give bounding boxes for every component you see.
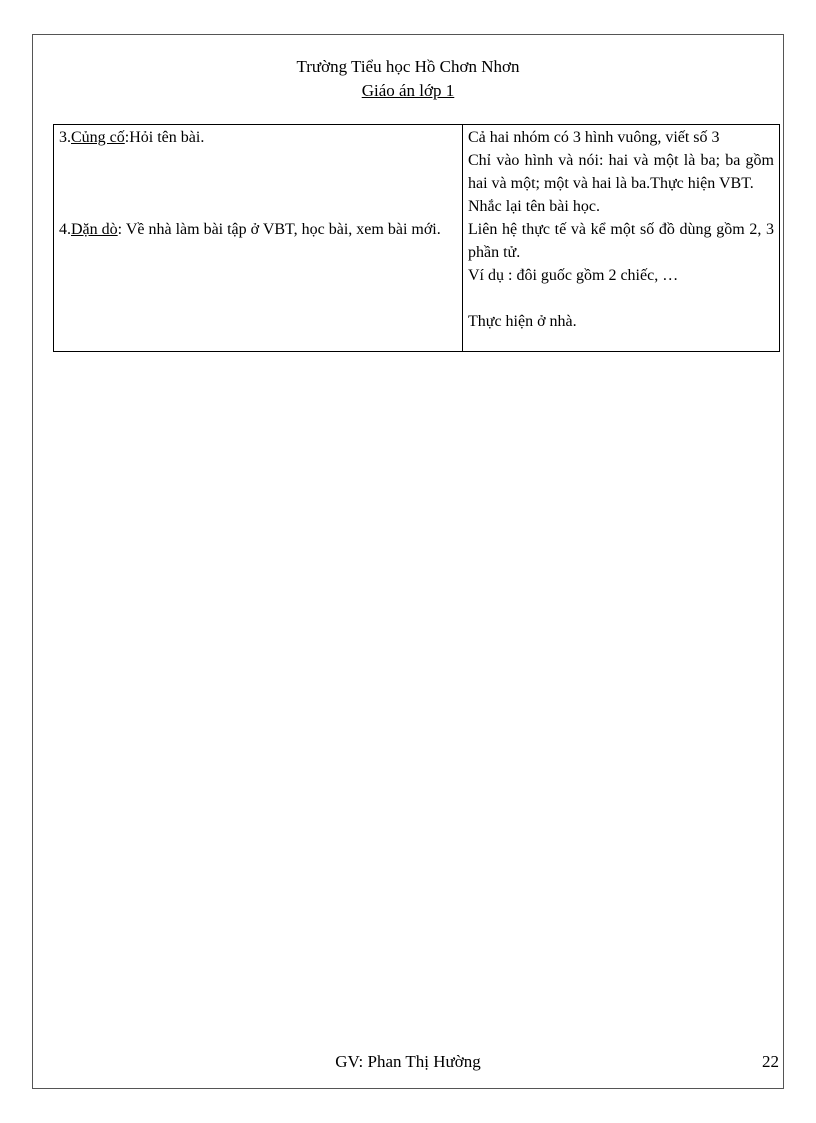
page-number: 22: [762, 1052, 779, 1071]
spacer: [59, 149, 457, 218]
item-4-title: Dặn dò: [71, 221, 118, 238]
student-activity-cell: [463, 125, 780, 352]
student-line-1: Cả hai nhóm có 3 hình vuông, viết số 3: [468, 129, 720, 146]
item-4-number: 4.: [59, 221, 71, 238]
student-line-6: Thực hiện ở nhà.: [468, 313, 577, 330]
lesson-title-text: Giáo án lớp 1: [361, 81, 455, 100]
item-consolidation: [59, 126, 457, 149]
lesson-title: [0, 81, 816, 101]
lesson-table: [53, 124, 780, 352]
student-line-3: Nhắc lại tên bài học.: [468, 198, 600, 215]
student-line-4: Liên hệ thực tế và kể một số đồ dùng gồm 2, 3 phần tử.: [468, 221, 774, 261]
teacher-name: GV: Phan Thị Hường: [335, 1052, 481, 1071]
school-name: Trường Tiểu học Hồ Chơn Nhơn: [296, 57, 520, 76]
student-line-5: Ví dụ : đôi guốc gồm 2 chiếc, …: [468, 267, 679, 284]
item-4-text: : Về nhà làm bài tập ở VBT, học bài, xem bài mới.: [117, 221, 441, 238]
blank-line: [468, 287, 774, 310]
item-3-title: Củng cố: [71, 129, 125, 146]
teacher-activity-cell: [54, 125, 463, 352]
student-line-2: Chỉ vào hình và nói: hai và một là ba; ba gồm hai và một; một và hai là ba.Thực hiện VBT.: [468, 152, 774, 192]
item-3-text: :Hỏi tên bài.: [124, 129, 205, 146]
table-row: [54, 125, 780, 352]
item-homework: [59, 218, 457, 241]
item-3-number: 3.: [59, 129, 71, 146]
